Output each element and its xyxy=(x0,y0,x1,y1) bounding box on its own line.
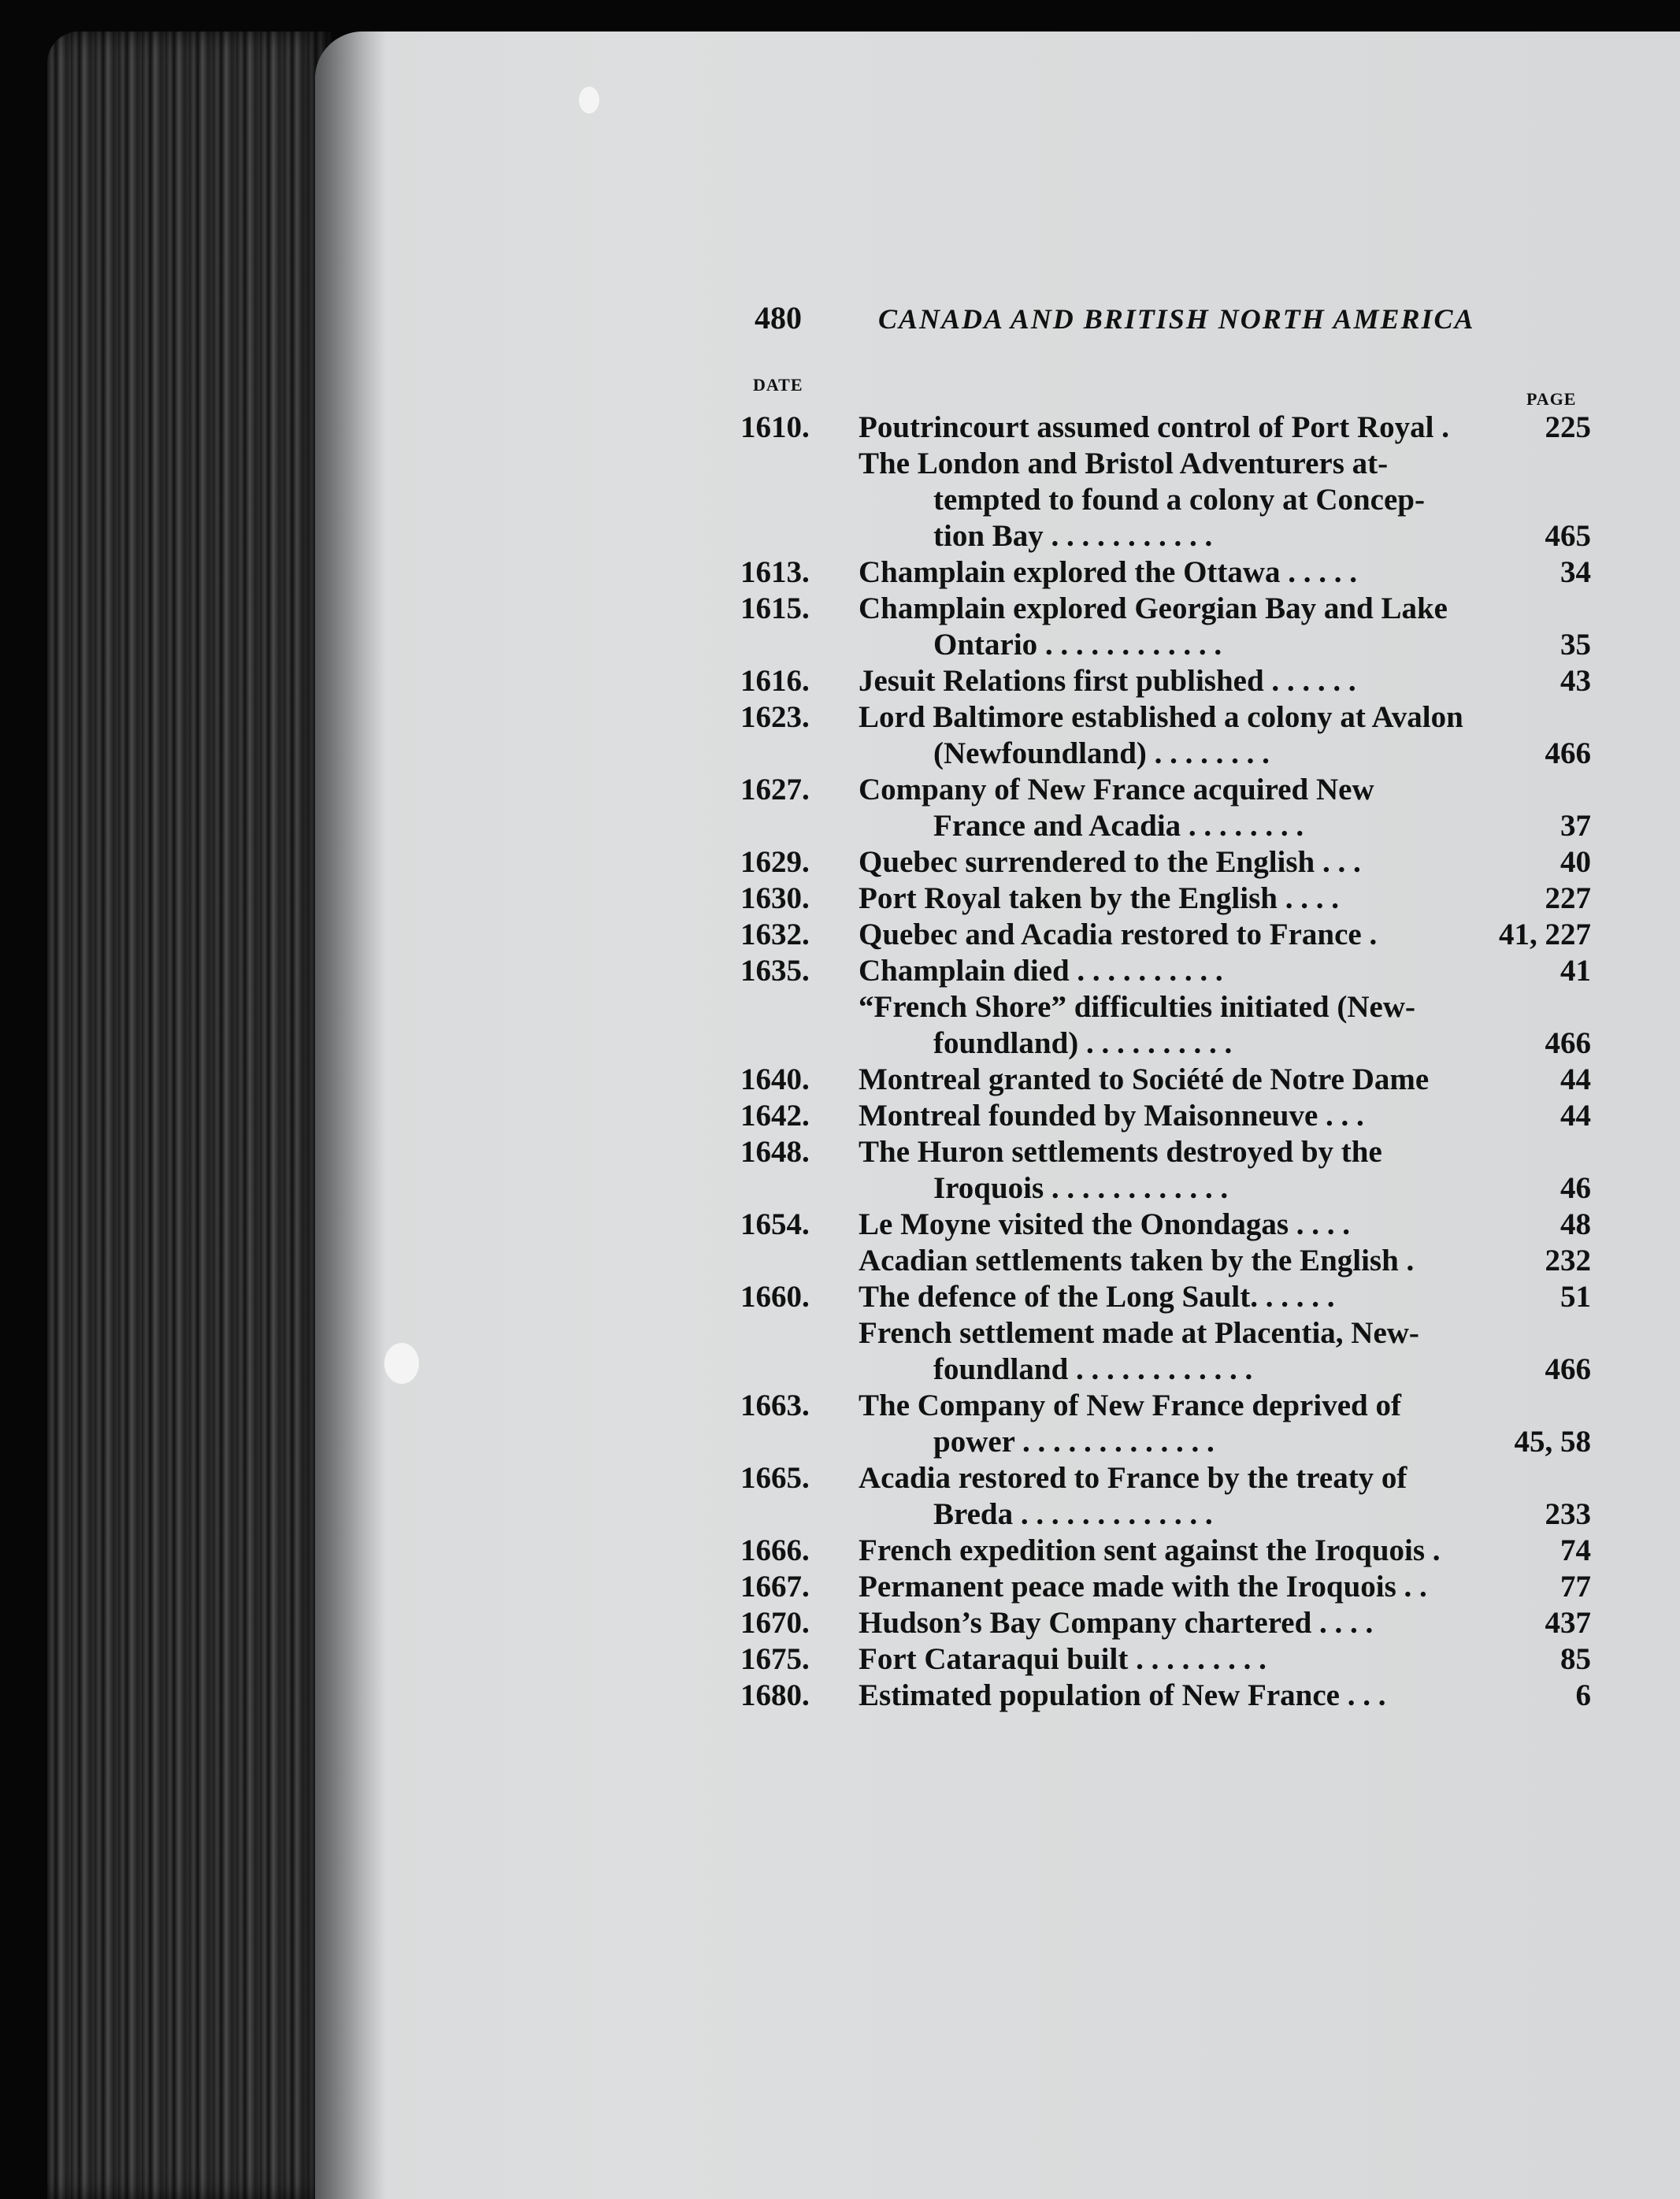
entry-event xyxy=(859,1207,1493,1243)
chronology-entry xyxy=(740,554,1591,591)
entry-event xyxy=(859,446,1493,554)
entry-year: 1632. xyxy=(740,918,810,951)
entry-event-line: power . . . . . . . . . . . . . xyxy=(933,1425,1215,1459)
entry-year: 1663. xyxy=(740,1389,810,1422)
entry-page: 6 xyxy=(1575,1678,1591,1712)
chronology-entry xyxy=(740,917,1591,953)
chronology-entry xyxy=(740,663,1591,699)
entry-page: 35 xyxy=(1560,628,1591,662)
entry-event xyxy=(859,554,1493,591)
entry-page: 466 xyxy=(1545,1026,1591,1060)
entry-event-line: Champlain explored Georgian Bay and Lake xyxy=(859,591,1448,625)
chronology-entry xyxy=(740,1207,1591,1243)
entry-year: 1623. xyxy=(740,700,810,734)
entry-page: 77 xyxy=(1560,1570,1591,1604)
entry-event-line: The defence of the Long Sault. . . . . . xyxy=(859,1280,1335,1314)
entry-event-line: Hudson’s Bay Company chartered . . . . xyxy=(859,1606,1374,1640)
entry-event xyxy=(859,1641,1493,1678)
entry-event xyxy=(859,410,1493,446)
entry-page: 44 xyxy=(1560,1062,1591,1096)
entry-page: 466 xyxy=(1545,736,1591,770)
entry-event xyxy=(859,917,1493,953)
entry-page: 34 xyxy=(1560,555,1591,589)
entry-event-line: Montreal granted to Société de Notre Dame xyxy=(859,1062,1430,1096)
entry-page: 466 xyxy=(1545,1352,1591,1386)
entry-page: 37 xyxy=(1560,809,1591,843)
entry-year: 1615. xyxy=(740,591,810,625)
chronology-entry xyxy=(740,1062,1591,1098)
entry-event-line: Montreal founded by Maisonneuve . . . xyxy=(859,1099,1364,1133)
entry-event-line: Acadia restored to France by the treaty of xyxy=(859,1461,1407,1495)
entry-page: 233 xyxy=(1545,1497,1591,1531)
entry-page: 225 xyxy=(1545,410,1591,444)
entry-page: 40 xyxy=(1560,845,1591,879)
entry-event xyxy=(859,1605,1493,1641)
entry-event xyxy=(859,1062,1493,1098)
entry-event-line: Fort Cataraqui built . . . . . . . . . xyxy=(859,1642,1266,1676)
entry-event-line: tion Bay . . . . . . . . . . . xyxy=(933,519,1213,553)
running-head xyxy=(740,299,1496,347)
entry-year: 1660. xyxy=(740,1280,810,1314)
entry-page: 41 xyxy=(1560,954,1591,988)
entry-page: 48 xyxy=(1560,1207,1591,1241)
entry-year: 1666. xyxy=(740,1533,810,1567)
entry-event-line: Iroquois . . . . . . . . . . . . xyxy=(933,1171,1229,1205)
entry-year: 1675. xyxy=(740,1642,810,1676)
entry-page: 74 xyxy=(1560,1533,1591,1567)
chronology-entry xyxy=(740,1678,1591,1714)
entry-page: 465 xyxy=(1545,519,1591,553)
entry-event-line: Port Royal taken by the English . . . . xyxy=(859,881,1339,915)
entry-year: 1610. xyxy=(740,410,810,444)
entry-event-line: France and Acadia . . . . . . . . xyxy=(933,809,1304,843)
chronology-entry xyxy=(740,1569,1591,1605)
entry-event-line: The Company of New France deprived of xyxy=(859,1389,1401,1422)
entry-event-line: Permanent peace made with the Iroquois . . xyxy=(859,1570,1427,1604)
entry-event-line: foundland) . . . . . . . . . . xyxy=(933,1026,1233,1060)
entry-event-line: Champlain explored the Ottawa . . . . . xyxy=(859,555,1358,589)
book-title: CANADA AND BRITISH NORTH AMERICA xyxy=(878,303,1475,335)
chronology-entry xyxy=(740,989,1591,1062)
chronology-entry xyxy=(740,844,1591,881)
chronology-entry xyxy=(740,881,1591,917)
entry-event xyxy=(859,772,1493,844)
entry-year: 1680. xyxy=(740,1678,810,1712)
entry-event-line: Jesuit Relations first published . . . . . . xyxy=(859,664,1356,698)
entry-event-line: Company of New France acquired New xyxy=(859,773,1374,807)
entry-year: 1630. xyxy=(740,881,810,915)
chronology-entry xyxy=(740,1460,1591,1533)
chronology-entry xyxy=(740,1098,1591,1134)
entry-page: 227 xyxy=(1545,881,1591,915)
entry-year: 1648. xyxy=(740,1135,810,1169)
chronology-entry xyxy=(740,1134,1591,1207)
entry-year: 1616. xyxy=(740,664,810,698)
chronology-entry xyxy=(740,591,1591,663)
entry-event xyxy=(859,1243,1493,1279)
entry-event xyxy=(859,699,1493,772)
entry-event-line: (Newfoundland) . . . . . . . . xyxy=(933,736,1270,770)
dust-speck xyxy=(384,1343,419,1384)
page-column-label: PAGE xyxy=(1526,389,1577,409)
entry-event xyxy=(859,1569,1493,1605)
chronology-entry xyxy=(740,1533,1591,1569)
chronology-entry xyxy=(740,953,1591,989)
chronology-entry xyxy=(740,1641,1591,1678)
entry-year: 1670. xyxy=(740,1606,810,1640)
entry-event xyxy=(859,1388,1493,1460)
entry-event-line: French expedition sent against the Iroquois . xyxy=(859,1533,1441,1567)
entry-page: 43 xyxy=(1560,664,1591,698)
dust-speck xyxy=(579,87,599,113)
entry-page: 45, 58 xyxy=(1514,1425,1591,1459)
date-column-label: DATE xyxy=(753,375,803,395)
entry-event xyxy=(859,591,1493,663)
entry-event-line: “French Shore” difficulties initiated (New- xyxy=(859,990,1415,1024)
entry-event xyxy=(859,1678,1493,1714)
entry-event-line: foundland . . . . . . . . . . . . xyxy=(933,1352,1253,1386)
entry-event-line: Breda . . . . . . . . . . . . . xyxy=(933,1497,1213,1531)
entry-event xyxy=(859,1460,1493,1533)
entry-year: 1667. xyxy=(740,1570,810,1604)
chronology-entry xyxy=(740,1605,1591,1641)
entry-event xyxy=(859,1533,1493,1569)
chronology-entry xyxy=(740,1243,1591,1279)
entry-page: 44 xyxy=(1560,1099,1591,1133)
entry-year: 1629. xyxy=(740,845,810,879)
entry-event-line: Quebec surrendered to the English . . . xyxy=(859,845,1361,879)
gutter-shadow xyxy=(315,32,386,2199)
entry-year: 1654. xyxy=(740,1207,810,1241)
entry-event-line: The London and Bristol Adventurers at- xyxy=(859,447,1389,480)
entry-year: 1627. xyxy=(740,773,810,807)
entry-event-line: Lord Baltimore established a colony at Avalon xyxy=(859,700,1463,734)
entry-event-line: Le Moyne visited the Onondagas . . . . xyxy=(859,1207,1351,1241)
entry-event-line: Estimated population of New France . . . xyxy=(859,1678,1386,1712)
entry-event xyxy=(859,989,1493,1062)
chronology-entry xyxy=(740,1388,1591,1460)
chronology-entry xyxy=(740,1279,1591,1315)
entry-year: 1640. xyxy=(740,1062,810,1096)
entry-page: 85 xyxy=(1560,1642,1591,1676)
page-number: 480 xyxy=(755,300,802,336)
entry-page: 46 xyxy=(1560,1171,1591,1205)
entry-event-line: Ontario . . . . . . . . . . . . xyxy=(933,628,1222,662)
entry-page: 437 xyxy=(1545,1606,1591,1640)
entry-year: 1613. xyxy=(740,555,810,589)
entry-event xyxy=(859,1315,1493,1388)
entry-event-line: tempted to found a colony at Concep- xyxy=(933,483,1425,517)
entry-year: 1665. xyxy=(740,1461,810,1495)
chronology-list xyxy=(740,410,1591,1714)
entry-event-line: Champlain died . . . . . . . . . . xyxy=(859,954,1223,988)
entry-page: 41, 227 xyxy=(1499,918,1591,951)
entry-event xyxy=(859,953,1493,989)
entry-event xyxy=(859,844,1493,881)
entry-page: 232 xyxy=(1545,1244,1591,1277)
entry-event-line: Acadian settlements taken by the English . xyxy=(859,1244,1415,1277)
entry-event-line: The Huron settlements destroyed by the xyxy=(859,1135,1382,1169)
book-fore-edge xyxy=(47,32,331,2199)
entry-event xyxy=(859,663,1493,699)
entry-event xyxy=(859,1098,1493,1134)
chronology-entry xyxy=(740,699,1591,772)
entry-year: 1642. xyxy=(740,1099,810,1133)
chronology-entry xyxy=(740,772,1591,844)
entry-year: 1635. xyxy=(740,954,810,988)
entry-event xyxy=(859,1134,1493,1207)
entry-event-line: French settlement made at Placentia, New- xyxy=(859,1316,1419,1350)
entry-event xyxy=(859,881,1493,917)
chronology-entry xyxy=(740,1315,1591,1388)
chronology-entry xyxy=(740,446,1591,554)
chronology-entry xyxy=(740,410,1591,446)
entry-event-line: Poutrincourt assumed control of Port Royal . xyxy=(859,410,1449,444)
entry-event xyxy=(859,1279,1493,1315)
entry-event-line: Quebec and Acadia restored to France . xyxy=(859,918,1378,951)
entry-page: 51 xyxy=(1560,1280,1591,1314)
